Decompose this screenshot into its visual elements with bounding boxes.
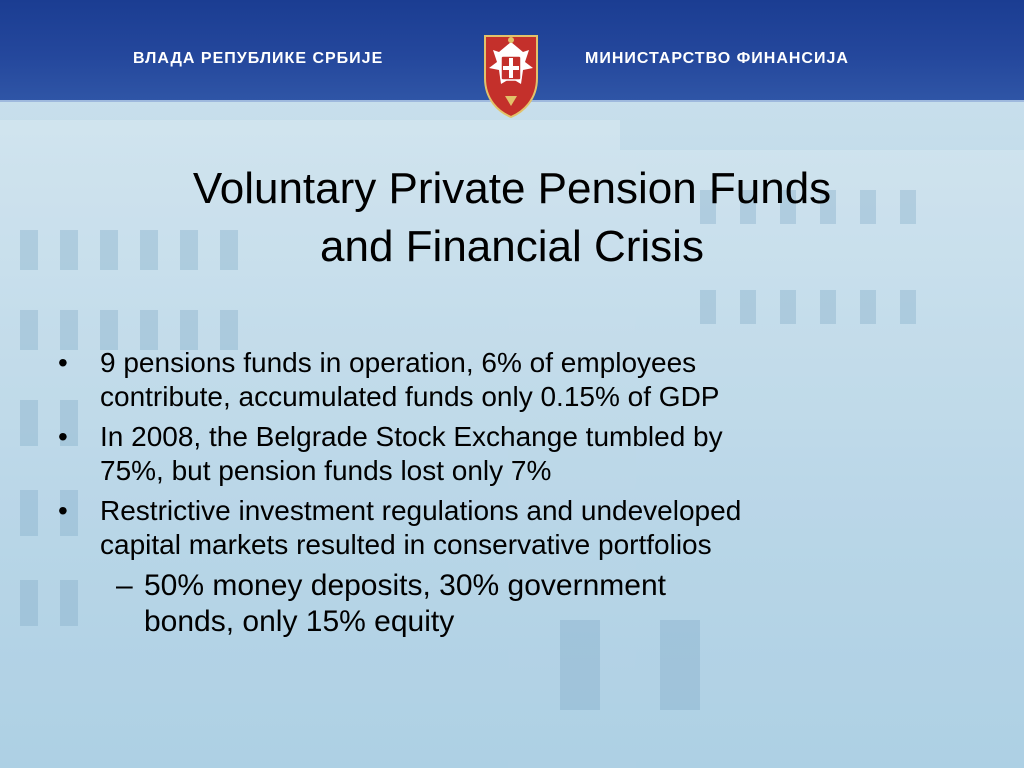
government-label: ВЛАДА РЕПУБЛИКЕ СРБИЈЕ xyxy=(133,50,384,67)
bullet-marker: • xyxy=(58,495,68,526)
bullet-list xyxy=(58,346,978,640)
bullet-item xyxy=(58,346,978,414)
sub-bullet-item xyxy=(116,568,978,640)
bullet-text-line: Restrictive investment regulations and undeveloped xyxy=(100,495,742,526)
bullet-text-line: 75%, but pension funds lost only 7% xyxy=(100,455,552,486)
sub-bullet-text-line: 50% money deposits, 30% government xyxy=(144,569,666,602)
slide-title xyxy=(60,160,964,276)
bullet-item xyxy=(58,494,978,562)
sub-bullet-text-line: bonds, only 15% equity xyxy=(144,605,455,638)
serbian-coat-of-arms-icon xyxy=(479,34,543,118)
sub-bullet-marker: – xyxy=(116,569,133,602)
title-line-2: and Financial Crisis xyxy=(320,222,704,271)
bullet-marker: • xyxy=(58,421,68,452)
bullet-text-line: capital markets resulted in conservative portfolios xyxy=(100,529,712,560)
bullet-text-line: contribute, accumulated funds only 0.15% of GDP xyxy=(100,381,720,412)
bullet-marker: • xyxy=(58,347,68,378)
title-line-1: Voluntary Private Pension Funds xyxy=(192,164,832,213)
bullet-text-line: 9 pensions funds in operation, 6% of employees xyxy=(100,347,697,378)
ministry-label: МИНИСТАРСТВО ФИНАНСИЈА xyxy=(585,50,849,67)
bullet-text-line: In 2008, the Belgrade Stock Exchange tumbled by xyxy=(100,421,723,452)
bullet-item xyxy=(58,420,978,488)
